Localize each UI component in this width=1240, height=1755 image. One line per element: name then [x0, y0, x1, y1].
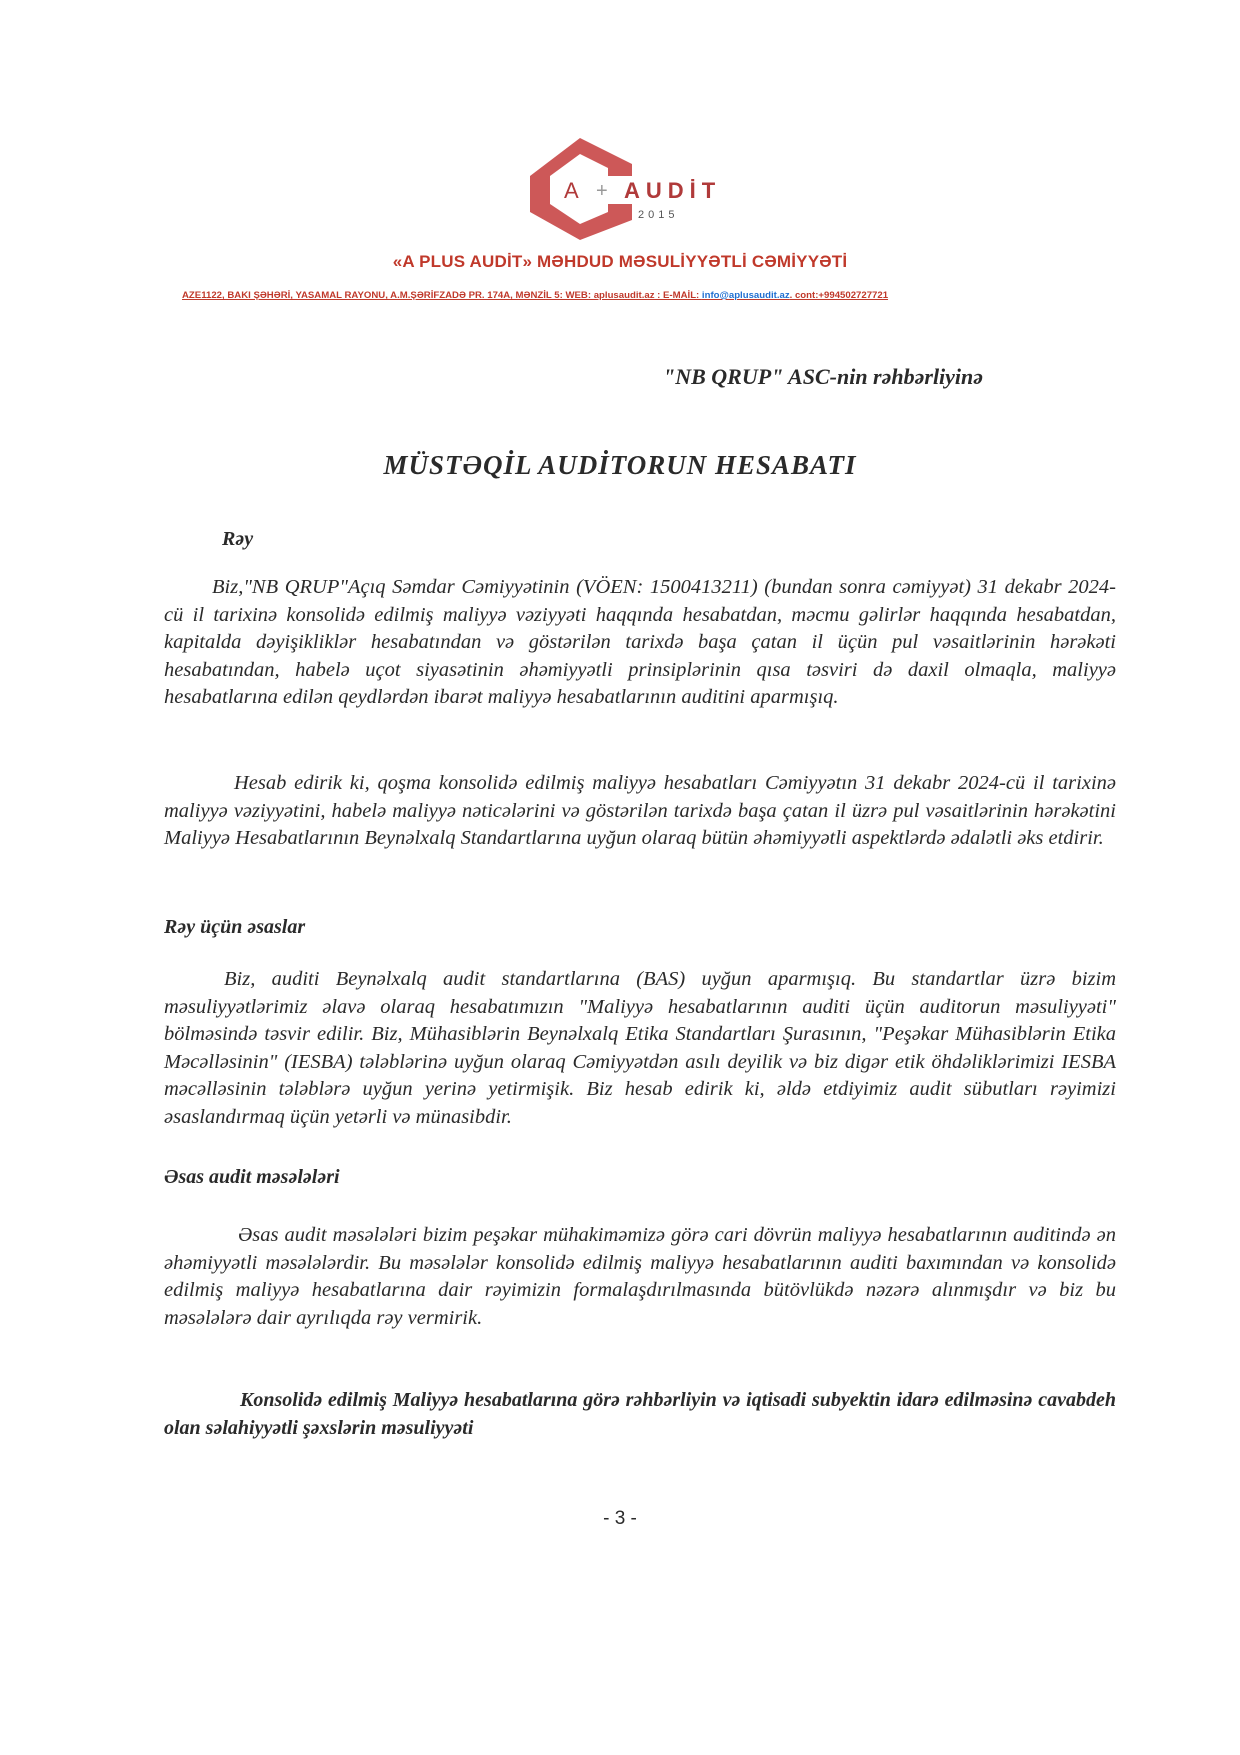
section-heading-basis: Rəy üçün əsaslar — [164, 916, 306, 938]
email-link[interactable]: info@aplusaudit.az — [701, 290, 790, 301]
key-audit-matters-paragraph: Əsas audit məsələləri bizim peşəkar mühakiməmizə görə cari dövrün maliyyə hesabatlarının auditində ən əhəmiyyətli məsələlərdir. Bu məsələlər konsolidə edilmiş maliyyə hesabatlarının auditi baxımından və konsolidə edilmiş maliyyə hesabatlarına dair rəyimizin formalaşdırılmasında bütövlükdə nəzərə alınmışdır və biz bu məsələlərə dair ayrılıqda rəy vermirik. — [164, 1224, 1116, 1329]
logo-audit-text: AUDİT — [624, 178, 722, 203]
company-logo — [520, 134, 760, 244]
recipient-line: "NB QRUP" ASC-nin rəhbərliyinə — [663, 364, 984, 389]
section-heading-opinion: Rəy — [222, 528, 254, 550]
logo-emblem-icon — [520, 134, 760, 244]
opinion-paragraph-2: Hesab edirik ki, qoşma konsolidə edilmiş maliyyə hesabatları Cəmiyyətın 31 dekabr 2024-cü il tarixinə maliyyə vəziyyətini, habelə maliyyə nəticələrini və göstərilən tarixdə başa çatan il üzrə pul vəsaitlərinin hərəkətini Maliyyə Hesabatlarının Beynəlxalq Standartlarına uyğun olaraq bütün əhəmiyyətli aspektlərdə ədalətli əks etdirir. — [164, 772, 1116, 849]
address-text: AZE1122, BAKI ŞƏHƏRİ, YASAMAL RAYONU, A.M.ŞƏRİFZADƏ PR. 174A, MƏNZİL 5: WEB: aplusaudit.az : E-MAİL: — [182, 290, 702, 301]
logo-letter-a: A — [564, 178, 579, 203]
report-title: MÜSTƏQİL AUDİTORUN HESABATI — [383, 450, 857, 480]
page-number: - 3 - — [603, 1508, 637, 1529]
section-heading-key-audit-matters: Əsas audit məsələləri — [164, 1166, 340, 1188]
basis-paragraph: Biz, auditi Beynəlxalq audit standartlarına (BAS) uyğun aparmışıq. Bu standartlar üzrə bizim məsuliyyətlərimiz əlavə olaraq hesabatımızın "Maliyyə hesabatlarının auditi üçün auditorun məsuliyyəti" bölməsində təsvir edilir. Biz, Mühasiblərin Beynəlxalq Etika Standartları Şurasının, "Peşəkar Mühasiblərin Etika Məcəlləsinin" (IESBA) tələblərinə uyğun olaraq Cəmiyyətdən asılı deyilik və biz digər etik öhdəliklərimizi IESBA məcəlləsinin tələblərə uyğun yerinə yetirmişik. Biz hesab edirik ki, əldə etdiyimiz audit sübutları rəyimizi əsaslandırmaq üçün yetərli və münasibdir. — [164, 968, 1116, 1128]
company-name: «A PLUS AUDİT» MƏHDUD MƏSULİYYƏTLİ CƏMİYYƏTİ — [392, 252, 848, 271]
logo-plus: + — [596, 180, 608, 202]
contact-phone: . cont:+994502727721 — [789, 290, 889, 301]
section-heading-management-responsibility: Konsolidə edilmiş Maliyyə hesabatlarına görə rəhbərliyin və iqtisadi subyektin idarə edilməsinə cavabdeh olan səlahiyyətli şəxslərin məsuliyyəti — [164, 1389, 1116, 1439]
logo-year: 2015 — [638, 209, 679, 221]
opinion-paragraph-1: Biz,"NB QRUP"Açıq Səmdar Cəmiyyətinin (VÖEN: 1500413211) (bundan sonra cəmiyyət) 31 dekabr 2024-cü il tarixinə konsolidə edilmiş maliyyə vəziyyəti haqqında hesabatdan, məcmu gəlirlər haqqında hesabatdan, kapitalda dəyişikliklər hesabatından və göstərilən tarixdə başa çatan il üçün pul vəsaitlərinin hərəkəti hesabatından, habelə uçot siyasətinin əhəmiyyətli prinsiplərinin qısa təsviri də daxil olmaqla, maliyyə hesabatlarına edilən qeydlərdən ibarət maliyyə hesabatlarının auditini aparmışıq. — [164, 576, 1116, 708]
company-address-line — [182, 290, 1092, 301]
